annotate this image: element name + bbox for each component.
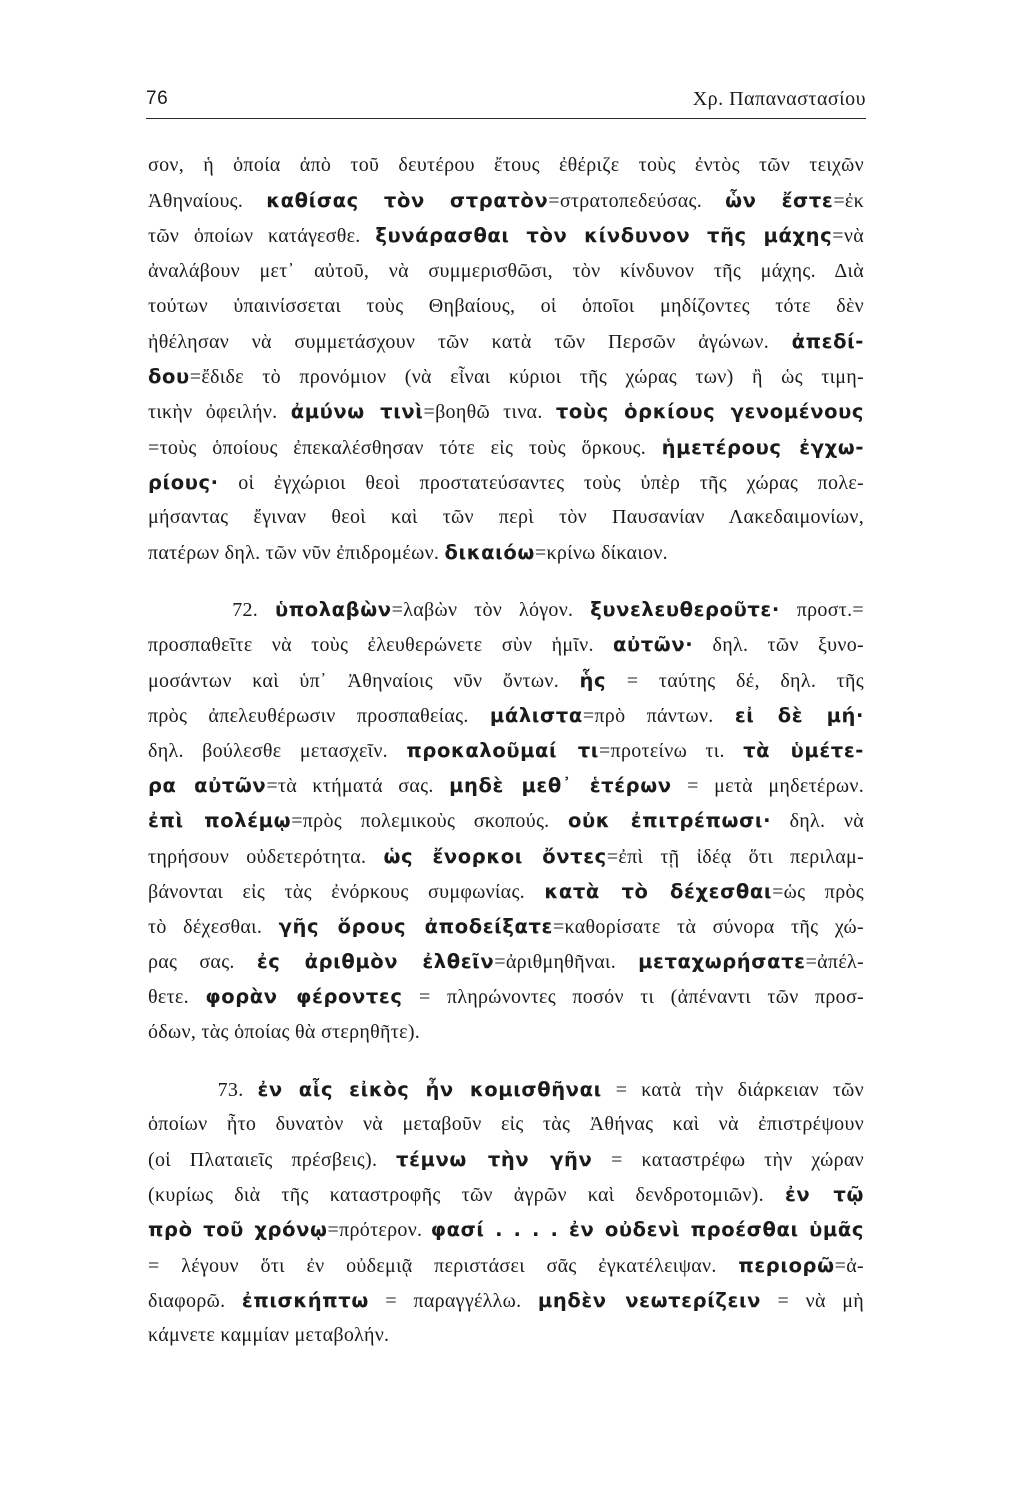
paragraph-p72 bbox=[148, 592, 864, 1049]
lemma-term: δικαιόω bbox=[444, 541, 535, 565]
text-line bbox=[148, 183, 864, 218]
gloss-text: τούτων ὑπαινίσσεται τοὺς Θηβαίους, οἱ ὁποῖοι μηδίζοντες τότε δὲν bbox=[148, 294, 864, 317]
gloss-text: όδων, τὰς ὁποίας θὰ στερηθῆτε). bbox=[148, 1020, 421, 1043]
page-header bbox=[146, 86, 866, 119]
gloss-text: =καθορίσατε τὰ σύνορα τῆς χώ- bbox=[552, 915, 864, 938]
lemma-term: οὐκ ἐπιτρέπωσι· bbox=[567, 809, 772, 833]
gloss-text: =ἐκ bbox=[833, 190, 864, 213]
paragraph-p73 bbox=[148, 1072, 864, 1354]
gloss-text: τὸ δέχεσθαι. bbox=[148, 915, 279, 938]
lemma-term: τὰ ὑμέτε- bbox=[743, 739, 864, 762]
lemma-term: ἐπισκήπτω bbox=[241, 1288, 369, 1312]
gloss-text: ἠθέλησαν νὰ συμμετάσχουν τῶν κατὰ τῶν Περσῶν ἀγώνων. bbox=[148, 330, 792, 353]
lemma-term: εἰ δὲ μή· bbox=[734, 703, 864, 727]
lemma-term: τέμνω τὴν γῆν bbox=[396, 1148, 593, 1172]
gloss-text: (οἱ Πλαταιεῖς πρέσβεις). bbox=[148, 1149, 397, 1172]
gloss-text: κάμνετε καμμίαν μεταβολήν. bbox=[148, 1324, 390, 1346]
gloss-text: = λέγουν ὅτι ἐν οὐδεμιᾷ περιστάσει σᾶς ἐγκατέλειψαν. bbox=[148, 1254, 739, 1277]
lemma-term: ὡς ἔνορκοι ὄντες bbox=[383, 844, 607, 868]
lemma-term: ἧς bbox=[579, 668, 607, 692]
gloss-text: ρας σας. bbox=[148, 951, 257, 974]
text-line bbox=[148, 1212, 864, 1247]
gloss-text: πατέρων δηλ. τῶν νῦν ἐπιδρομέων. bbox=[148, 542, 445, 565]
text-line bbox=[148, 218, 864, 253]
lemma-term: φασί . . . . ἐν οὐδενὶ προέσθαι ὑμᾶς bbox=[430, 1218, 864, 1242]
gloss-text: μήσαντας ἔγιναν θεοὶ καὶ τῶν περὶ τὸν Παυσανίαν Λακεδαιμονίων, bbox=[148, 505, 864, 528]
gloss-text: 73. bbox=[148, 1078, 258, 1101]
lemma-term: ἀπεδί- bbox=[791, 329, 864, 353]
gloss-text: 72. bbox=[148, 599, 275, 622]
lemma-term: τοὺς ὁρκίους γενομένους bbox=[555, 400, 864, 424]
text-line bbox=[148, 698, 864, 733]
lemma-term: μεταχωρήσατε bbox=[638, 950, 806, 974]
gloss-text: =πρότερον. bbox=[327, 1219, 431, 1242]
text-line bbox=[148, 1318, 864, 1353]
gloss-text: ἀναλάβουν μετ᾽ αὐτοῦ, νὰ συμμερισθῶσι, τὸν κίνδυνον τῆς μάχης. Διὰ bbox=[148, 259, 864, 282]
gloss-text: τικὴν ὀφειλήν. bbox=[148, 401, 291, 424]
lemma-term: περιορῶ bbox=[738, 1253, 835, 1277]
lemma-term: ἐν τῷ bbox=[784, 1183, 864, 1207]
running-head-author: Χρ. Παπαναστασίου bbox=[692, 88, 866, 110]
text-line bbox=[148, 1142, 864, 1177]
gloss-text: = παραγγέλλω. bbox=[368, 1289, 538, 1312]
gloss-text: =κρίνω δίκαιον. bbox=[534, 542, 668, 565]
lemma-term: ἡμετέρους ἐγχω- bbox=[661, 435, 864, 459]
text-line bbox=[148, 324, 864, 359]
text-line bbox=[148, 1072, 864, 1107]
gloss-text: = κατὰ τὴν διάρκειαν τῶν bbox=[601, 1078, 864, 1101]
gloss-text: =στρατοπεδεύσας. bbox=[548, 190, 726, 213]
text-line bbox=[148, 359, 864, 394]
text-line bbox=[148, 803, 864, 838]
gloss-text: τηρήσουν οὐδετερότητα. bbox=[148, 845, 384, 868]
lemma-term: ἀμύνω τινὶ bbox=[290, 400, 424, 424]
gloss-text: =πρὸ πάντων. bbox=[582, 704, 735, 727]
lemma-term: πρὸ τοῦ χρόνῳ bbox=[148, 1218, 328, 1242]
gloss-text: =νὰ bbox=[832, 225, 864, 248]
text-line bbox=[148, 289, 864, 324]
lemma-term: μηδὲν νεωτερίζειν bbox=[537, 1288, 762, 1312]
gloss-text: θετε. bbox=[148, 986, 206, 1009]
text-line bbox=[148, 979, 864, 1014]
text-line bbox=[148, 1248, 864, 1283]
gloss-text: δηλ. τῶν ξυνο- bbox=[693, 634, 864, 657]
text-line bbox=[148, 465, 864, 500]
text-line bbox=[148, 535, 864, 570]
gloss-text: =λαβὼν τὸν λόγον. bbox=[391, 599, 591, 622]
gloss-text: =ἐπὶ τῇ ἰδέᾳ ὅτι περιλαμ- bbox=[606, 845, 864, 868]
gloss-text: διαφορῶ. bbox=[148, 1289, 242, 1312]
text-line bbox=[148, 1107, 864, 1142]
gloss-text: βάνονται εἰς τὰς ἐνόρκους συμφωνίας. bbox=[148, 880, 545, 903]
page-number: 76 bbox=[146, 88, 169, 109]
text-line bbox=[148, 430, 864, 465]
paragraph-gap bbox=[148, 1050, 864, 1072]
paragraph-cont bbox=[148, 148, 864, 570]
lemma-term: καθίσας τὸν στρατὸν bbox=[266, 189, 549, 213]
gloss-text: πρὸς ἀπελευθέρωσιν προσπαθείας. bbox=[148, 704, 490, 727]
gloss-text: =ὡς πρὸς bbox=[772, 880, 864, 903]
gloss-text: = ταύτης δέ, δηλ. τῆς bbox=[606, 669, 864, 692]
gloss-text: ὁποίων ἦτο δυνατὸν νὰ μεταβοῦν εἰς τὰς Ἀθήνας καὶ νὰ ἐπιστρέψουν bbox=[148, 1112, 864, 1135]
gloss-text: =ἀριθμηθῆναι. bbox=[494, 951, 639, 974]
lemma-term: ἐν αἷς εἰκὸς ἦν κομισθῆναι bbox=[257, 1077, 602, 1101]
gloss-text: =προτείνω τι. bbox=[598, 740, 744, 762]
text-line bbox=[148, 768, 864, 803]
lemma-term: ξυνάρασθαι τὸν κίνδυνον τῆς μάχης bbox=[375, 224, 833, 248]
lemma-term: ἐς ἀριθμὸν ἐλθεῖν bbox=[256, 950, 495, 974]
gloss-text: =βοηθῶ τινα. bbox=[423, 401, 556, 424]
gloss-text: =τοὺς ὁποίους ἐπεκαλέσθησαν τότε εἰς τοὺς ὅρκους. bbox=[148, 436, 662, 459]
text-line bbox=[148, 1283, 864, 1318]
lemma-term: δου bbox=[148, 365, 190, 389]
text-line bbox=[148, 254, 864, 289]
text-line bbox=[148, 909, 864, 944]
gloss-text: δηλ. βούλεσθε μετασχεῖν. bbox=[148, 740, 407, 762]
gloss-text: = καταστρέφω τὴν χώραν bbox=[592, 1149, 864, 1172]
gloss-text: μοσάντων καὶ ὑπ᾽ Ἀθηναίοις νῦν ὄντων. bbox=[148, 669, 580, 692]
gloss-text: Ἀθηναίους. bbox=[148, 190, 267, 213]
text-line bbox=[148, 733, 864, 768]
text-line bbox=[148, 394, 864, 429]
gloss-text: =πρὸς πολεμικοὺς σκοπούς. bbox=[291, 810, 568, 833]
text-line bbox=[148, 1177, 864, 1212]
text-line bbox=[148, 839, 864, 874]
gloss-text: οἱ ἐγχώριοι θεοὶ προστατεύσαντες τοὺς ὑπὲρ τῆς χώρας πολε- bbox=[218, 471, 864, 494]
gloss-text: = πληρώνοντες ποσόν τι (ἀπέναντι τῶν προσ- bbox=[402, 986, 864, 1009]
lemma-term: ξυνελευθεροῦτε· bbox=[590, 598, 780, 622]
paragraph-gap bbox=[148, 570, 864, 592]
gloss-text: =ἀ- bbox=[834, 1254, 864, 1277]
text-line bbox=[148, 627, 864, 662]
lemma-term: ὧν ἔστε bbox=[725, 189, 834, 213]
gloss-text: τῶν ὁποίων κατάγεσθε. bbox=[148, 225, 376, 248]
lemma-term: ρα αὐτῶν bbox=[148, 774, 267, 798]
text-line bbox=[148, 663, 864, 698]
text-line bbox=[148, 874, 864, 909]
text-line bbox=[148, 1015, 864, 1050]
gloss-text: σον, ἡ ὁποία ἀπὸ τοῦ δευτέρου ἔτους ἐθέριζε τοὺς ἐντὸς τῶν τειχῶν bbox=[148, 154, 864, 176]
lemma-term: γῆς ὅρους ἀποδείξατε bbox=[278, 914, 553, 938]
lemma-term: ἐπὶ πολέμῳ bbox=[148, 809, 292, 833]
text-line bbox=[148, 148, 864, 183]
lemma-term: αὐτῶν· bbox=[613, 633, 694, 657]
gloss-text: =τὰ κτήματά σας. bbox=[266, 775, 450, 798]
text-line bbox=[148, 592, 864, 627]
gloss-text: προσπαθεῖτε νὰ τοὺς ἐλευθερώνετε σὺν ἡμῖν. bbox=[148, 634, 613, 657]
commentary-text bbox=[148, 148, 864, 1353]
lemma-term: ὑπολαβὼν bbox=[274, 598, 392, 622]
lemma-term: προκαλοῦμαί τι bbox=[406, 739, 599, 762]
gloss-text: δηλ. νὰ bbox=[771, 810, 864, 833]
gloss-text: = μετὰ μηδετέρων. bbox=[671, 775, 864, 798]
lemma-term: μάλιστα bbox=[489, 703, 583, 727]
gloss-text: προστ.= bbox=[779, 599, 864, 622]
lemma-term: κατὰ τὸ δέχεσθαι bbox=[544, 879, 773, 903]
gloss-text: =ἔδιδε τὸ προνόμιον (νὰ εἶναι κύριοι τῆς χώρας των) ἢ ὡς τιμη- bbox=[189, 366, 864, 389]
text-line bbox=[148, 500, 864, 535]
gloss-text: (κυρίως διὰ τῆς καταστροφῆς τῶν ἀγρῶν καὶ δενδροτομιῶν). bbox=[148, 1184, 785, 1207]
text-line bbox=[148, 944, 864, 979]
gloss-text: =ἀπέλ- bbox=[805, 951, 864, 974]
lemma-term: ρίους· bbox=[148, 470, 219, 494]
gloss-text: = νὰ μὴ bbox=[761, 1289, 864, 1312]
lemma-term: φορὰν φέροντες bbox=[205, 985, 403, 1009]
lemma-term: μηδὲ μεθ᾽ ἑτέρων bbox=[449, 774, 672, 798]
